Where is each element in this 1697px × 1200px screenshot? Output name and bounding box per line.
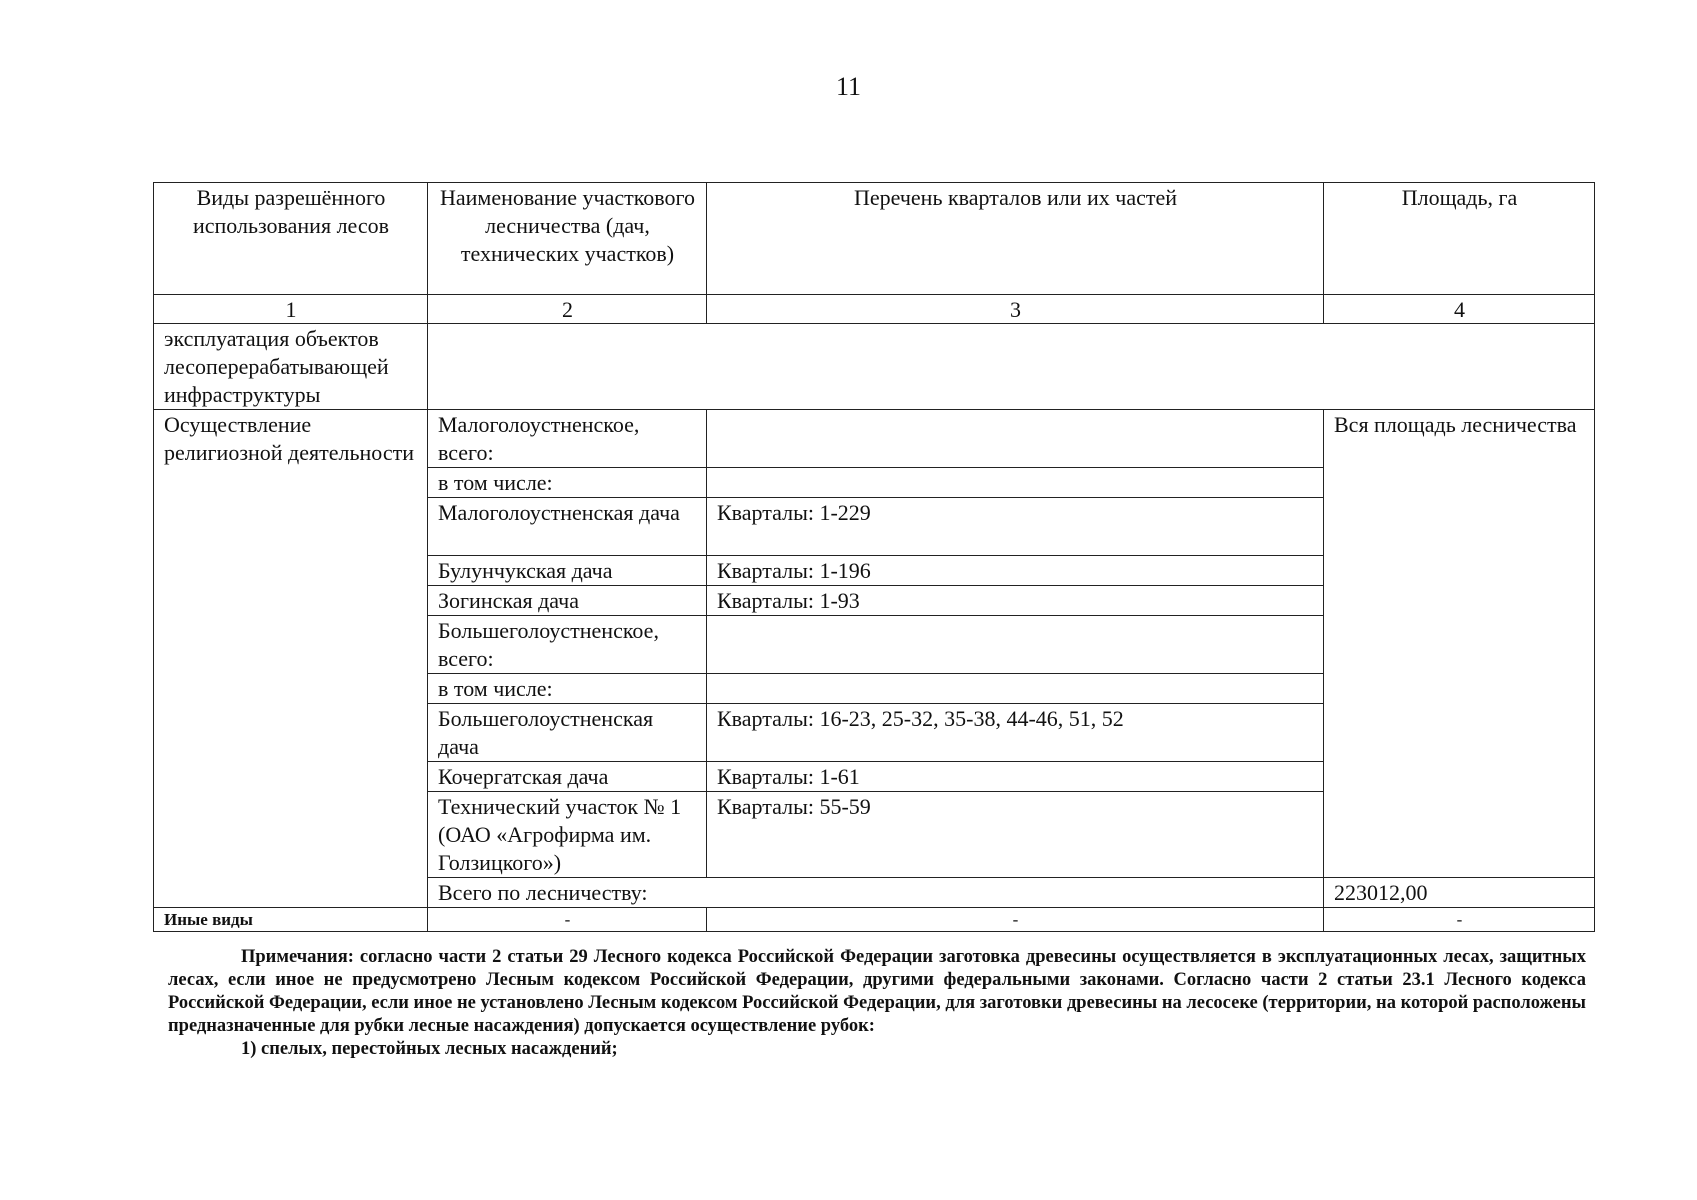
forestry-name-cell: в том числе: [428,468,707,498]
forestry-name-cell: Малоголоустненское, всего: [428,410,707,468]
quarters-cell [707,468,1324,498]
forestry-name-cell: Технический участок № 1 (ОАО «Агрофирма им. Голзицкого») [428,792,707,878]
column-number: 2 [428,295,707,324]
table-row [154,908,1595,932]
column-number: 1 [154,295,428,324]
use-type-cell: эксплуатация объектов лесоперерабатывающей инфраструктуры [154,324,428,410]
total-value: 223012,00 [1324,878,1595,908]
notes-section [168,946,1586,1061]
header-use-type: Виды разрешённого использования лесов [154,183,428,295]
forestry-name-cell: Кочергатская дача [428,762,707,792]
header-forestry-name: Наименование участкового лесничества (дач, технических участков) [428,183,707,295]
forestry-name-cell: Большеголоустненское, всего: [428,616,707,674]
header-quarters-list: Перечень кварталов или их частей [707,183,1324,295]
quarters-cell: Кварталы: 16-23, 25-32, 35-38, 44-46, 51, 52 [707,704,1324,762]
total-label: Всего по лесничеству: [428,878,1324,908]
use-type-cell: Иные виды [154,908,428,932]
column-number: 3 [707,295,1324,324]
forestry-name-cell: в том числе: [428,674,707,704]
quarters-cell: Кварталы: 1-61 [707,762,1324,792]
dash-cell: - [707,908,1324,932]
forestry-name-cell: Большеголоустненская дача [428,704,707,762]
quarters-cell: Кварталы: 1-229 [707,498,1324,556]
quarters-cell [707,410,1324,468]
forestry-name-cell: Малоголоустненская дача [428,498,707,556]
dash-cell: - [1324,908,1595,932]
table-row [154,410,1595,468]
forestry-name-cell: Зогинская дача [428,586,707,616]
empty-cell [428,324,1595,410]
page-number: 11 [835,72,862,101]
header-area: Площадь, га [1324,183,1595,295]
area-cell: Вся площадь лесничества [1324,410,1595,878]
use-type-cell: Осуществление религиозной деятельности [154,410,428,908]
column-number-row [154,295,1595,324]
quarters-cell: Кварталы: 1-93 [707,586,1324,616]
column-number: 4 [1324,295,1595,324]
forestry-name-cell: Булунчукская дача [428,556,707,586]
notes-list-item: 1) спелых, перестойных лесных насаждений; [241,1039,618,1059]
table-row [154,324,1595,410]
quarters-cell: Кварталы: 1-196 [707,556,1324,586]
quarters-cell [707,674,1324,704]
dash-cell: - [428,908,707,932]
quarters-cell: Кварталы: 55-59 [707,792,1324,878]
forest-use-table [153,182,1595,932]
notes-paragraph: Примечания: согласно части 2 статьи 29 Лесного кодекса Российской Федерации заготовка древесины осуществляется в эксплуатационных лесах, защитных лесах, если иное не предусмотрено Лесным кодексом Российской Федерации, другими федеральными законами. Согласно части 2 статьи 23.1 Лесного кодекса Российской Федерации, если иное не установлено Лесным кодексом Российской Федерации, для заготовки древесины на лесосеке (территории, на которой расположены предназначенные для рубки лесные насаждения) допускается осуществление рубок: [168,947,1586,1036]
quarters-cell [707,616,1324,674]
header-row [154,183,1595,295]
